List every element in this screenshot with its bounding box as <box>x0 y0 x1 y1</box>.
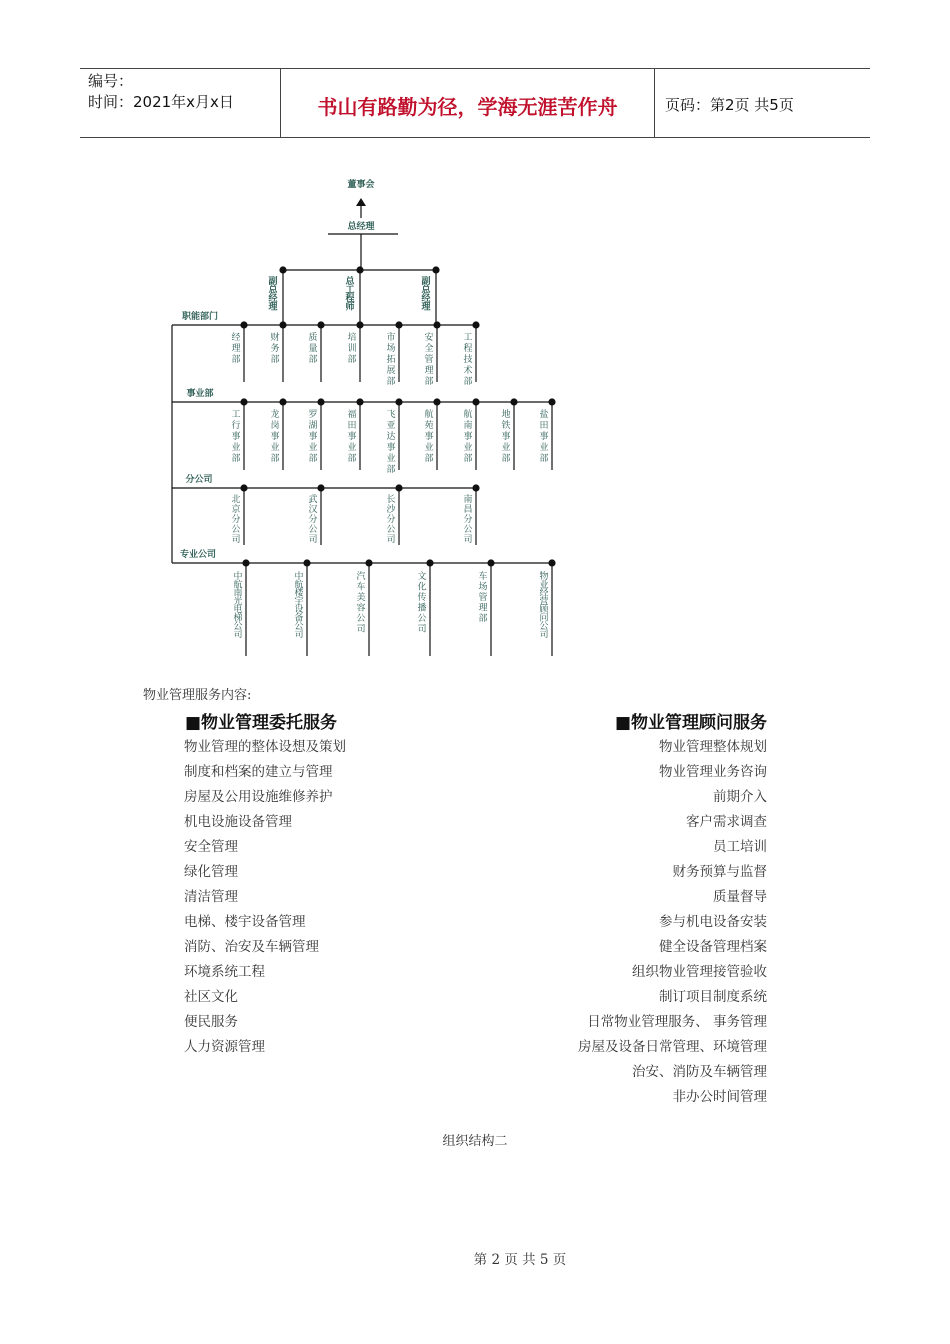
svg-text:顾: 顾 <box>539 605 549 615</box>
svg-text:事: 事 <box>424 432 434 442</box>
unit-label <box>233 570 242 640</box>
svg-text:经: 经 <box>539 588 549 599</box>
number-label: 编号： <box>88 72 134 90</box>
svg-text:公: 公 <box>294 621 304 632</box>
right-service-item: 客户需求调查 <box>686 814 767 830</box>
svg-text:部: 部 <box>463 454 473 464</box>
svg-text:司: 司 <box>233 629 243 640</box>
svg-text:公: 公 <box>308 525 318 535</box>
deputy-label <box>268 275 278 313</box>
svg-text:沙: 沙 <box>386 505 396 515</box>
svg-text:南: 南 <box>233 588 243 599</box>
svg-text:京: 京 <box>231 505 241 515</box>
svg-text:业: 业 <box>501 443 511 453</box>
svg-text:行: 行 <box>231 421 241 431</box>
svg-text:田: 田 <box>539 421 549 431</box>
svg-text:业: 业 <box>308 443 318 453</box>
svg-text:部: 部 <box>478 614 488 624</box>
svg-text:管: 管 <box>478 593 488 603</box>
svg-text:财: 财 <box>270 333 280 343</box>
unit-label <box>424 408 433 464</box>
svg-text:事: 事 <box>308 432 318 442</box>
svg-text:公: 公 <box>463 525 473 535</box>
svg-text:务: 务 <box>270 344 280 354</box>
svg-text:岗: 岗 <box>270 421 280 431</box>
unit-label <box>424 331 433 387</box>
svg-text:部: 部 <box>501 454 511 464</box>
row-label: 事业部 <box>186 389 214 399</box>
svg-text:业: 业 <box>424 443 434 453</box>
svg-text:总: 总 <box>268 285 278 296</box>
svg-text:楼: 楼 <box>294 588 304 599</box>
svg-text:部: 部 <box>347 454 357 464</box>
header-page-label: 页码：第2页 共5页 <box>665 96 794 114</box>
svg-text:航: 航 <box>463 410 473 420</box>
left-service-item: 房屋及公用设施维修养护 <box>184 789 333 805</box>
right-service-item: 质量督导 <box>713 889 767 905</box>
right-service-item: 非办公时间管理 <box>672 1089 767 1105</box>
unit-label <box>463 408 472 464</box>
svg-text:业: 业 <box>270 443 280 453</box>
svg-text:武: 武 <box>308 495 318 505</box>
svg-text:理: 理 <box>478 603 488 614</box>
right-service-item: 日常物业管理服务、 事务管理 <box>587 1014 767 1030</box>
unit-label <box>270 408 279 464</box>
right-service-item: 房屋及设备日常管理、环境管理 <box>578 1039 767 1055</box>
svg-text:车: 车 <box>356 582 366 593</box>
right-service-item: 组织物业管理接管验收 <box>632 964 767 980</box>
svg-text:中: 中 <box>294 572 304 582</box>
svg-text:部: 部 <box>308 454 318 464</box>
right-service-item: 参与机电设备安装 <box>659 914 767 930</box>
svg-text:司: 司 <box>308 535 318 545</box>
unit-label <box>386 409 395 475</box>
svg-text:安: 安 <box>424 333 434 343</box>
svg-text:事: 事 <box>231 432 241 442</box>
svg-text:汽: 汽 <box>356 572 366 582</box>
svg-text:物: 物 <box>539 572 549 582</box>
svg-text:设: 设 <box>294 605 304 615</box>
svg-text:司: 司 <box>356 624 366 635</box>
right-service-item: 前期介入 <box>713 789 767 805</box>
svg-text:问: 问 <box>539 613 549 624</box>
unit-label <box>463 332 472 387</box>
svg-text:司: 司 <box>386 535 396 545</box>
unit-label <box>478 570 487 624</box>
left-service-item: 物业管理的整体设想及策划 <box>184 739 346 755</box>
left-service-item: 清洁管理 <box>184 889 238 905</box>
left-service-item: 绿化管理 <box>184 864 238 880</box>
svg-text:程: 程 <box>463 344 473 354</box>
svg-text:师: 师 <box>345 302 355 313</box>
right-service-item: 财务预算与监督 <box>672 864 767 880</box>
unit-label <box>231 493 240 545</box>
unit-label <box>386 494 396 545</box>
unit-label <box>356 570 365 635</box>
figure-caption: 组织结构二 <box>442 1134 508 1149</box>
svg-text:苑: 苑 <box>424 421 434 431</box>
unit-label <box>539 570 549 640</box>
svg-text:地: 地 <box>501 410 511 420</box>
svg-text:昌: 昌 <box>463 505 473 515</box>
left-column-title: ■物业管理委托服务 <box>185 713 338 733</box>
left-service-item: 电梯、楼宇设备管理 <box>184 914 306 930</box>
svg-text:美: 美 <box>356 593 366 603</box>
svg-text:部: 部 <box>231 355 241 365</box>
svg-text:司: 司 <box>463 535 473 545</box>
right-service-item: 治安、消防及车辆管理 <box>632 1064 767 1080</box>
page-footer: 第 2 页 共 5 页 <box>473 1252 567 1268</box>
unit-label <box>347 408 356 464</box>
left-service-item: 社区文化 <box>184 989 238 1005</box>
svg-text:业: 业 <box>347 443 357 453</box>
board-label: 董事会 <box>347 180 375 190</box>
svg-text:场: 场 <box>386 344 396 354</box>
svg-text:事: 事 <box>386 443 396 453</box>
svg-text:展: 展 <box>386 366 396 376</box>
svg-text:电: 电 <box>233 605 243 615</box>
svg-text:南: 南 <box>463 421 473 431</box>
right-service-item: 物业管理整体规划 <box>659 739 767 755</box>
svg-text:罗: 罗 <box>308 410 318 420</box>
unit-label <box>294 570 304 640</box>
unit-label <box>231 409 240 464</box>
left-service-item: 便民服务 <box>184 1014 238 1030</box>
svg-text:总: 总 <box>421 285 431 296</box>
svg-text:公: 公 <box>539 621 549 632</box>
svg-text:术: 术 <box>463 366 473 376</box>
svg-text:部: 部 <box>347 355 357 365</box>
svg-text:公: 公 <box>233 621 243 632</box>
svg-text:化: 化 <box>417 582 427 593</box>
svg-text:长: 长 <box>386 495 396 505</box>
svg-text:经: 经 <box>421 294 431 304</box>
svg-text:训: 训 <box>347 344 357 354</box>
svg-text:司: 司 <box>539 629 549 640</box>
svg-text:宇: 宇 <box>294 596 304 607</box>
svg-text:副: 副 <box>268 277 278 287</box>
svg-text:公: 公 <box>417 614 427 624</box>
svg-text:备: 备 <box>294 613 304 624</box>
time-label: 时间：2021年x月x日 <box>88 93 234 111</box>
svg-text:工: 工 <box>345 285 355 296</box>
svg-text:部: 部 <box>386 465 396 475</box>
svg-text:部: 部 <box>270 355 280 365</box>
unit-label <box>308 409 317 464</box>
svg-text:湖: 湖 <box>308 421 318 431</box>
left-service-item: 安全管理 <box>184 839 238 855</box>
unit-label <box>386 331 395 387</box>
svg-text:航: 航 <box>424 410 434 420</box>
svg-text:理: 理 <box>268 302 278 313</box>
svg-text:业: 业 <box>539 443 549 453</box>
svg-text:工: 工 <box>463 333 473 343</box>
svg-text:公: 公 <box>356 614 366 624</box>
svg-text:南: 南 <box>463 495 473 505</box>
svg-text:拓: 拓 <box>386 355 396 365</box>
left-service-item: 人力资源管理 <box>184 1039 265 1055</box>
left-service-item: 环境系统工程 <box>184 964 265 980</box>
unit-label <box>347 331 356 365</box>
svg-text:全: 全 <box>424 344 434 354</box>
svg-text:盐: 盐 <box>539 410 549 420</box>
deputy-label <box>421 275 431 313</box>
svg-text:经: 经 <box>231 333 241 343</box>
svg-text:文: 文 <box>417 572 427 582</box>
svg-text:司: 司 <box>294 629 304 640</box>
deputy-label <box>345 275 355 313</box>
svg-text:事: 事 <box>501 432 511 442</box>
svg-text:事: 事 <box>463 432 473 442</box>
unit-label <box>501 408 510 464</box>
svg-text:业: 业 <box>386 454 396 464</box>
svg-text:容: 容 <box>356 603 366 614</box>
svg-text:部: 部 <box>270 454 280 464</box>
svg-text:工: 工 <box>231 410 241 420</box>
svg-text:北: 北 <box>231 495 241 505</box>
svg-text:航: 航 <box>294 580 304 591</box>
svg-text:事: 事 <box>347 432 357 442</box>
header-motto: 书山有路勤为径，学海无涯苦作舟 <box>317 95 618 119</box>
right-service-item: 员工培训 <box>713 839 767 855</box>
svg-text:中: 中 <box>233 572 243 582</box>
svg-text:田: 田 <box>347 421 357 431</box>
svg-text:技: 技 <box>463 355 473 365</box>
svg-text:总: 总 <box>345 277 355 287</box>
svg-text:经: 经 <box>268 294 278 304</box>
svg-text:铁: 铁 <box>501 421 511 431</box>
svg-text:梯: 梯 <box>233 613 243 624</box>
svg-text:量: 量 <box>308 344 318 354</box>
svg-text:分: 分 <box>463 515 473 525</box>
svg-text:事: 事 <box>270 432 280 442</box>
svg-text:传: 传 <box>417 593 427 603</box>
unit-label <box>417 570 426 635</box>
svg-text:场: 场 <box>478 582 488 593</box>
svg-text:公: 公 <box>231 525 241 535</box>
svg-text:分: 分 <box>231 515 241 525</box>
svg-text:营: 营 <box>539 596 549 607</box>
svg-text:亚: 亚 <box>386 421 396 431</box>
svg-text:理: 理 <box>231 344 241 354</box>
svg-text:分: 分 <box>386 515 396 525</box>
svg-text:部: 部 <box>386 377 396 387</box>
svg-text:管: 管 <box>424 355 434 365</box>
svg-text:部: 部 <box>424 454 434 464</box>
unit-label <box>270 331 279 365</box>
svg-text:副: 副 <box>421 277 431 287</box>
row-label: 专业公司 <box>179 550 217 560</box>
svg-text:质: 质 <box>308 333 318 343</box>
svg-text:光: 光 <box>233 596 243 607</box>
svg-text:部: 部 <box>231 454 241 464</box>
unit-label <box>463 493 472 545</box>
svg-text:分: 分 <box>308 515 318 525</box>
svg-text:部: 部 <box>539 454 549 464</box>
unit-label <box>308 331 317 365</box>
right-column-title: ■物业管理顾问服务 <box>614 713 767 733</box>
svg-text:航: 航 <box>233 580 243 591</box>
svg-text:部: 部 <box>463 377 473 387</box>
unit-label <box>308 493 317 545</box>
svg-text:龙: 龙 <box>270 410 280 420</box>
svg-text:理: 理 <box>424 366 434 376</box>
row-label: 职能部门 <box>181 312 219 322</box>
svg-text:司: 司 <box>231 535 241 545</box>
row-label: 分公司 <box>185 475 213 485</box>
svg-text:培: 培 <box>347 333 357 343</box>
svg-text:理: 理 <box>421 302 431 313</box>
svg-text:部: 部 <box>308 355 318 365</box>
svg-text:福: 福 <box>347 410 357 420</box>
right-service-item: 制订项目制度系统 <box>659 989 767 1005</box>
svg-text:播: 播 <box>417 603 427 614</box>
right-service-item: 物业管理业务咨询 <box>659 764 767 780</box>
svg-text:事: 事 <box>539 432 549 442</box>
svg-text:业: 业 <box>231 443 241 453</box>
svg-text:业: 业 <box>463 443 473 453</box>
svg-text:市: 市 <box>386 333 396 343</box>
unit-label <box>539 408 548 464</box>
svg-text:车: 车 <box>478 572 488 582</box>
left-service-item: 消防、治安及车辆管理 <box>184 939 319 955</box>
svg-text:程: 程 <box>345 294 355 304</box>
right-service-item: 健全设备管理档案 <box>659 939 767 955</box>
unit-label <box>231 331 240 365</box>
gm-label: 总经理 <box>347 222 375 232</box>
left-service-item: 制度和档案的建立与管理 <box>184 764 333 780</box>
svg-text:汉: 汉 <box>308 505 318 515</box>
services-intro: 物业管理服务内容: <box>143 688 252 703</box>
left-service-item: 机电设施设备管理 <box>184 814 292 830</box>
svg-text:公: 公 <box>386 525 396 535</box>
svg-text:部: 部 <box>424 377 434 387</box>
svg-text:业: 业 <box>539 580 549 591</box>
svg-text:司: 司 <box>417 624 427 635</box>
svg-text:飞: 飞 <box>386 410 396 420</box>
svg-text:达: 达 <box>386 432 396 442</box>
arrow-head <box>356 198 366 206</box>
